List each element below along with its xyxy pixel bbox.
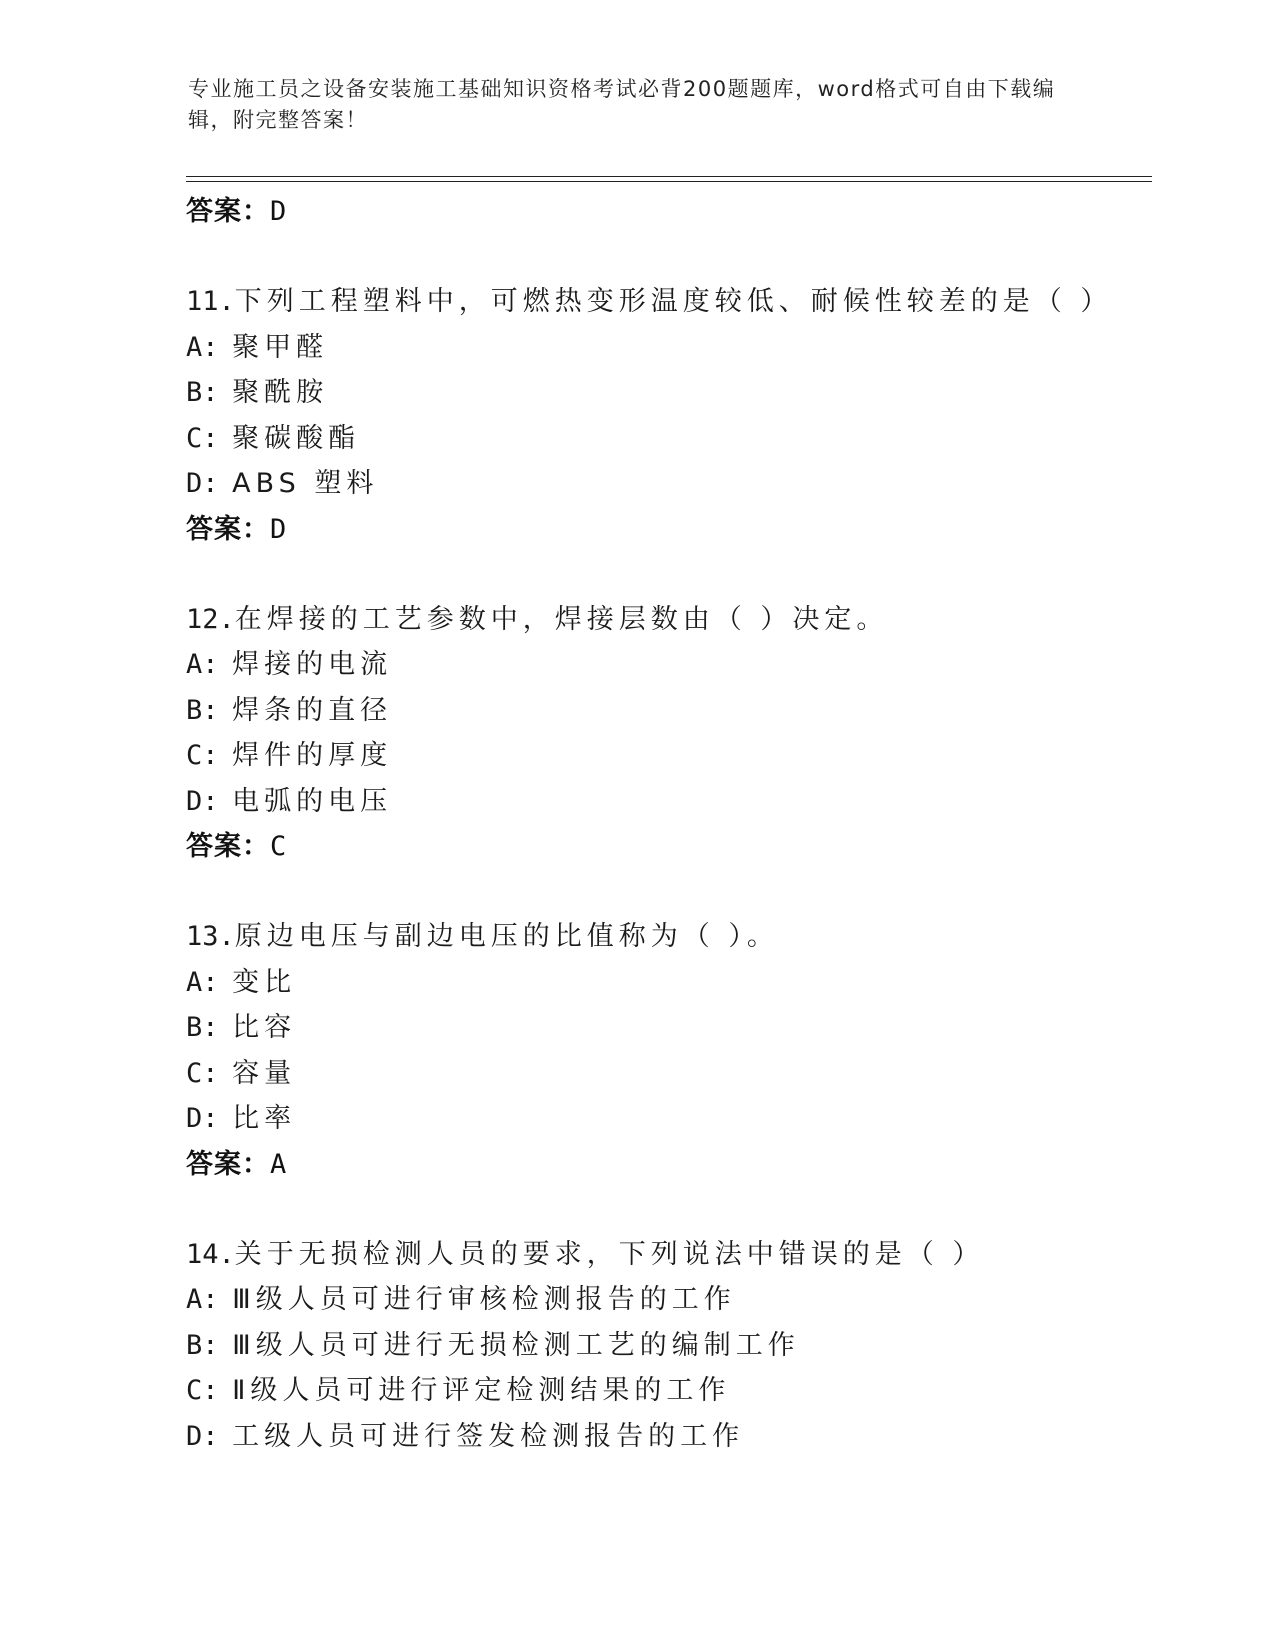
answer-label: 答案： [186,1148,270,1180]
question-number: 11. [186,286,235,317]
option-letter: C: [186,740,219,771]
option-letter: D: [186,785,219,817]
option-a [186,960,1146,1006]
option-text: 焊件的厚度 [232,740,393,771]
option-b [186,370,1146,416]
question-list [186,189,1146,1459]
answer-label: 答案： [186,513,270,545]
answer-line [186,1142,1146,1188]
spacer [186,1188,1146,1232]
question-number: 13. [186,921,235,952]
option-letter: B: [186,377,219,408]
option-letter: B: [186,1012,219,1043]
document-header: 专业施工员之设备安装施工基础知识资格考试必背200题题库，word格式可自由下载编辑，附完整答案！ [188,77,1056,132]
option-a [186,642,1146,688]
question-stem: 在焊接的工艺参数中，焊接层数由（ ）决定。 [234,603,889,635]
option-d [186,1414,1146,1460]
question-stem: 原边电压与副边电压的比值称为（ ）。 [234,921,779,952]
option-c [186,416,1146,462]
option-b [186,1005,1146,1051]
option-c [186,733,1146,779]
option-letter: A: [186,966,219,998]
question-number: 14. [186,1238,235,1270]
option-text: Ⅱ级人员可进行评定检测结果的工作 [232,1375,731,1406]
answer-label: 答案： [186,196,270,227]
spacer [186,553,1146,597]
option-letter: D: [186,1103,219,1134]
option-letter: C: [186,422,219,454]
option-a [186,1277,1146,1323]
option-d [186,779,1146,825]
option-text: 变比 [232,966,297,998]
answer-value: A [270,1148,288,1180]
answer-value: C [270,831,288,862]
option-letter: A: [186,1284,219,1315]
option-letter: A: [186,331,219,363]
option-text: 聚酰胺 [232,377,329,408]
option-text: 比率 [232,1103,297,1134]
option-d [186,1096,1146,1142]
option-text: 聚甲醛 [232,331,329,363]
option-text: ABS 塑料 [232,468,379,499]
question-stem: 关于无损检测人员的要求，下列说法中错误的是（ ） [234,1238,985,1270]
option-letter: C: [186,1057,219,1089]
question-number: 12. [186,603,235,635]
option-letter: B: [186,1329,219,1361]
option-text: 容量 [232,1057,297,1089]
option-text: 焊接的电流 [232,649,393,680]
header-divider-top [186,176,1152,177]
option-d [186,461,1146,507]
option-c [186,1051,1146,1097]
header-divider-bottom [186,181,1152,182]
option-letter: C: [186,1375,219,1406]
question-text [186,914,1146,960]
option-text: 比容 [232,1012,297,1043]
option-a [186,325,1146,371]
question-text [186,1232,1146,1278]
option-text: 焊条的直径 [232,694,393,726]
answer-line [186,189,1146,235]
question-text [186,279,1146,325]
answer-value: D [270,513,288,545]
option-letter: A: [186,649,219,680]
option-text: 工级人员可进行签发检测报告的工作 [232,1420,745,1452]
question-stem: 下列工程塑料中，可燃热变形温度较低、耐候性较差的是（ ） [234,286,1113,317]
option-b [186,1323,1146,1369]
option-text: 聚碳酸酯 [232,422,361,454]
option-letter: B: [186,694,219,726]
option-c [186,1368,1146,1414]
answer-line [186,507,1146,553]
option-letter: D: [186,1420,219,1452]
answer-label: 答案： [186,831,270,862]
spacer [186,870,1146,914]
option-text: 电弧的电压 [232,785,393,817]
option-text: Ⅲ级人员可进行无损检测工艺的编制工作 [232,1329,800,1361]
option-b [186,688,1146,734]
option-text: Ⅲ级人员可进行审核检测报告的工作 [232,1284,736,1315]
option-letter: D: [186,468,219,499]
answer-line [186,824,1146,870]
spacer [186,235,1146,279]
question-text [186,597,1146,643]
answer-value: D [270,196,288,227]
